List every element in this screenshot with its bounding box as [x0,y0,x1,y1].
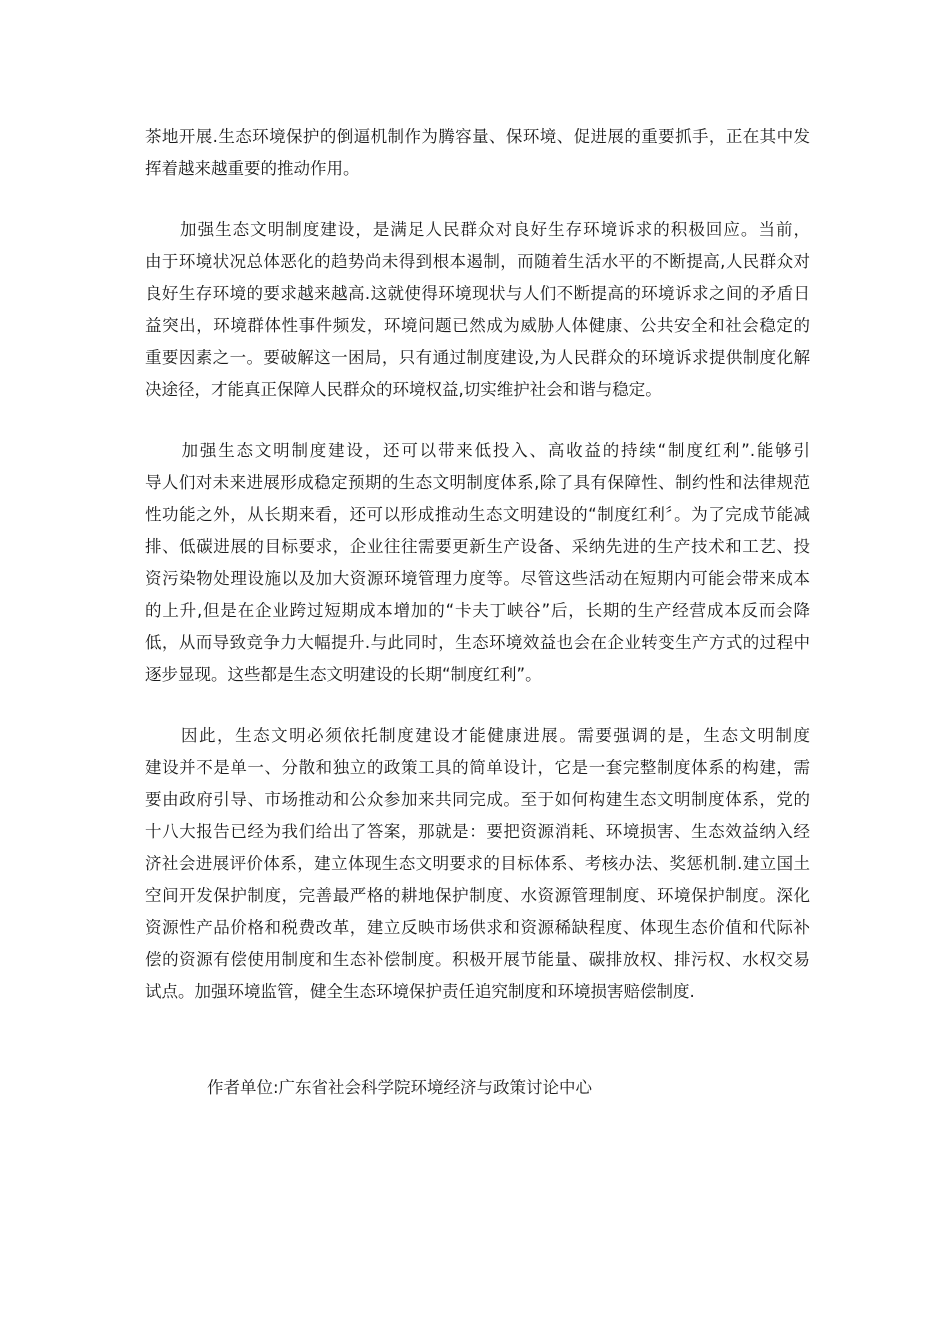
text-line: 益突出，环境群体性事件频发，环境问题已然成为威胁人体健康、公共安全和社会稳定的 [145,316,810,335]
paragraph-2 [145,214,810,406]
text-line: 决途径，才能真正保障人民群众的环境权益,切实维护社会和谐与稳定。 [145,380,662,399]
author-affiliation: 作者单位:广东省社会科学院环境经济与政策讨论中心 [207,1078,593,1097]
text-line: 建设并不是单一、分散和独立的政策工具的简单设计，它是一套完整制度体系的构建，需 [145,758,810,777]
text-line: 空间开发保护制度，完善最严格的耕地保护制度、水资源管理制度、环境保护制度。深化 [145,886,810,905]
text-line: 重要因素之一。要破解这一困局，只有通过制度建设,为人民群众的环境诉求提供制度化解 [145,348,810,367]
text-line: 因此，生态文明必须依托制度建设才能健康进展。需要强调的是，生态文明制度 [145,726,810,745]
text-line: 十八大报告已经为我们给出了答案，那就是：要把资源消耗、环境损害、生态效益纳入经 [145,822,810,841]
text-line: 逐步显现。这些都是生态文明建设的长期“制度红利”。 [145,665,542,684]
text-line: 要由政府引导、市场推动和公众参加来共同完成。至于如何构建生态文明制度体系，党的 [145,790,810,809]
article-body [145,121,810,1008]
text-line: 导人们对未来进展形成稳定预期的生态文明制度体系,除了具有保障性、制约性和法律规范 [145,473,810,492]
text-line: 挥着越来越重要的推动作用。 [145,159,360,178]
text-line: 由于环境状况总体恶化的趋势尚未得到根本遏制，而随着生活水平的不断提高,人民群众对 [145,252,810,271]
text-line: 偿的资源有偿使用制度和生态补偿制度。积极开展节能量、碳排放权、排污权、水权交易 [145,950,810,969]
text-line: 的上升,但是在企业跨过短期成本增加的“卡夫丁峡谷”后，长期的生产经营成本反而会降 [145,601,810,620]
text-line: 资污染物处理设施以及加大资源环境管理力度等。尽管这些活动在短期内可能会带来成本 [145,569,810,588]
text-line: 排、低碳进展的目标要求，企业往往需要更新生产设备、采纳先进的生产技术和工艺、投 [145,537,810,556]
text-line: 性功能之外，从长期来看，还可以形成推动生态文明建设的“制度红利〞。为了完成节能减 [145,505,810,524]
paragraph-4 [145,720,810,1008]
paragraph-3 [145,435,810,691]
text-line: 良好生存环境的要求越来越高.这就使得环境现状与人们不断提高的环境诉求之间的矛盾日 [145,284,810,303]
text-line: 试点。加强环境监管，健全生态环境保护责任追究制度和环境损害赔偿制度. [145,982,695,1001]
text-line: 济社会进展评价体系，建立体现生态文明要求的目标体系、考核办法、奖惩机制.建立国土 [145,854,810,873]
text-line: 低，从而导致竞争力大幅提升.与此同时，生态环境效益也会在企业转变生产方式的过程中 [145,633,810,652]
paragraph-1 [145,121,810,185]
text-line: 茶地开展.生态环境保护的倒逼机制作为腾容量、保环境、促进展的重要抓手，正在其中发 [145,127,810,146]
text-line: 资源性产品价格和税费改革，建立反映市场供求和资源稀缺程度、体现生态价值和代际补 [145,918,810,937]
text-line: 加强生态文明制度建设，还可以带来低投入、高收益的持续“制度红利”.能够引 [145,441,810,460]
text-line: 加强生态文明制度建设，是满足人民群众对良好生存环境诉求的积极回应。当前， [145,220,810,239]
